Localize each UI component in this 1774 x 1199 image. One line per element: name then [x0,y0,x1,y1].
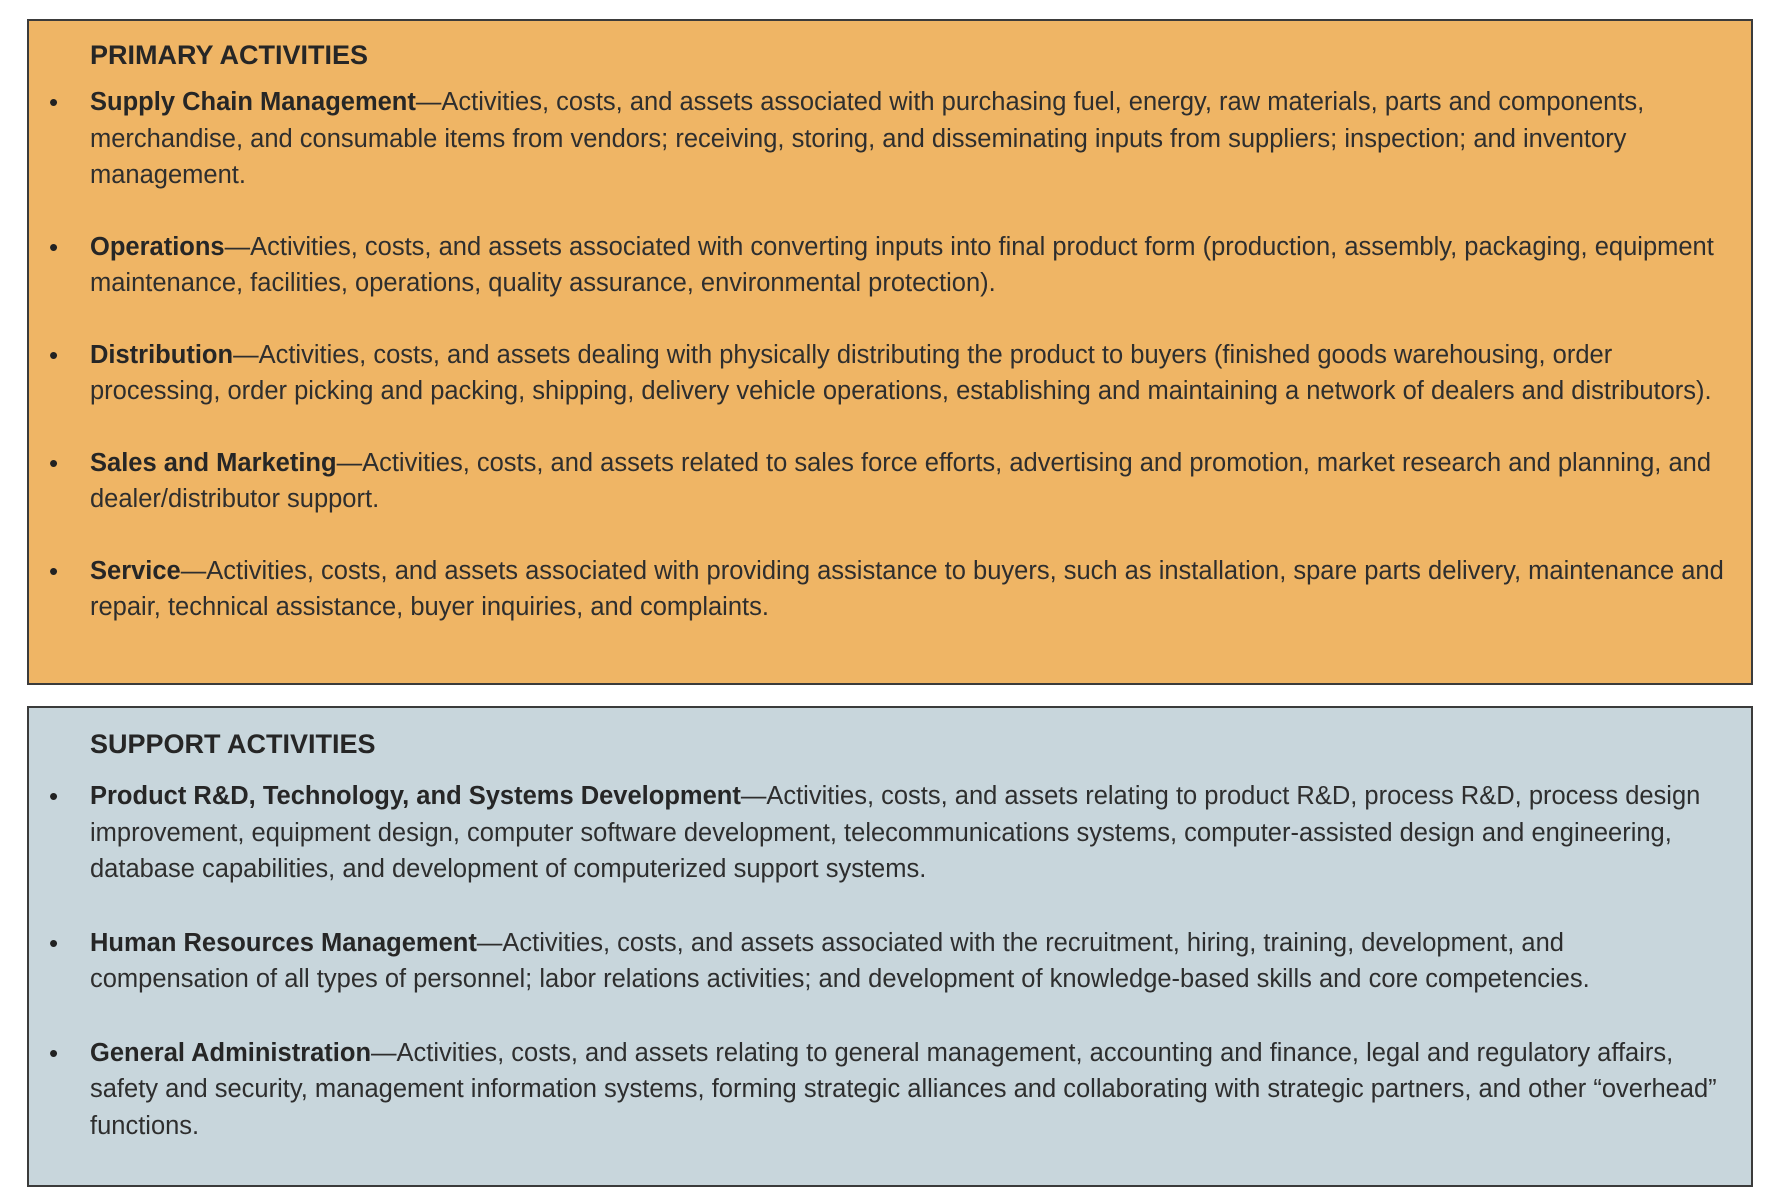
activity-term: Product R&D, Technology, and Systems Development [90,782,741,810]
activity-description: —Activities, costs, and assets related to sales force efforts, advertising and promotion, market research and planning, and dealer/distributor support. [90,448,1712,513]
activity-description: —Activities, costs, and assets associated with purchasing fuel, energy, raw materials, parts and components, merchandise, and consumable items from vendors; receiving, storing, and disseminating inputs from suppliers; inspection; and inventory management. [90,88,1645,189]
activity-description: —Activities, costs, and assets associated with providing assistance to buyers, such as installation, spare parts delivery, maintenance and repair, technical assistance, buyer inquiries, and complaints. [90,556,1724,621]
bullet-icon: • [49,555,59,586]
list-item [29,84,1751,194]
activity-term: Service [90,556,181,585]
list-item [29,337,1751,410]
list-item [29,925,1751,998]
support-activities-list [29,778,1751,1181]
activity-description: —Activities, costs, and assets associated with converting inputs into final product form (production, assembly, packaging, equipment maintenance, facilities, operations, quality assurance, environmental protection). [90,232,1714,297]
list-item [29,1035,1751,1145]
bullet-icon: • [49,447,59,478]
activity-term: Supply Chain Management [90,88,416,116]
list-item [29,778,1751,888]
list-item [29,445,1751,518]
bullet-icon: • [49,1037,59,1068]
activity-term: Operations [90,232,225,261]
bullet-icon: • [49,231,59,262]
bullet-icon: • [49,87,59,117]
activity-term: Distribution [90,340,234,369]
activity-description: —Activities, costs, and assets relating to product R&D, process R&D, process design improvement, equipment design, computer software development, telecommunications systems, computer-assisted design and engineering, database capabilities, and development of computerized support systems. [90,782,1701,883]
bullet-icon: • [49,339,59,370]
list-item [29,229,1751,302]
activity-term: Human Resources Management [90,928,477,957]
support-activities-panel [27,706,1753,1187]
activity-description: —Activities, costs, and assets dealing with physically distributing the product to buyers (finished goods warehousing, order processing, order picking and packing, shipping, delivery vehicle operations, establishing and maintaining a network of dealers and distributors). [90,340,1712,405]
primary-activities-list [29,84,1751,661]
primary-activities-title: PRIMARY ACTIVITIES [90,40,369,70]
activity-term: General Administration [90,1038,372,1067]
bullet-icon: • [49,781,59,811]
activity-term: Sales and Marketing [90,448,337,477]
support-activities-title: SUPPORT ACTIVITIES [90,729,376,759]
primary-activities-panel [27,19,1753,685]
list-item [29,553,1751,626]
activity-description: —Activities, costs, and assets relating to general management, accounting and finance, legal and regulatory affairs, safety and security, management information systems, forming strategic alliances and collaborating with strategic partners, and other “overhead” functions. [90,1038,1717,1140]
bullet-icon: • [49,927,59,958]
activity-description: —Activities, costs, and assets associated with the recruitment, hiring, training, development, and compensation of all types of personnel; labor relations activities; and development of knowledge-based skills and core competencies. [90,928,1590,993]
